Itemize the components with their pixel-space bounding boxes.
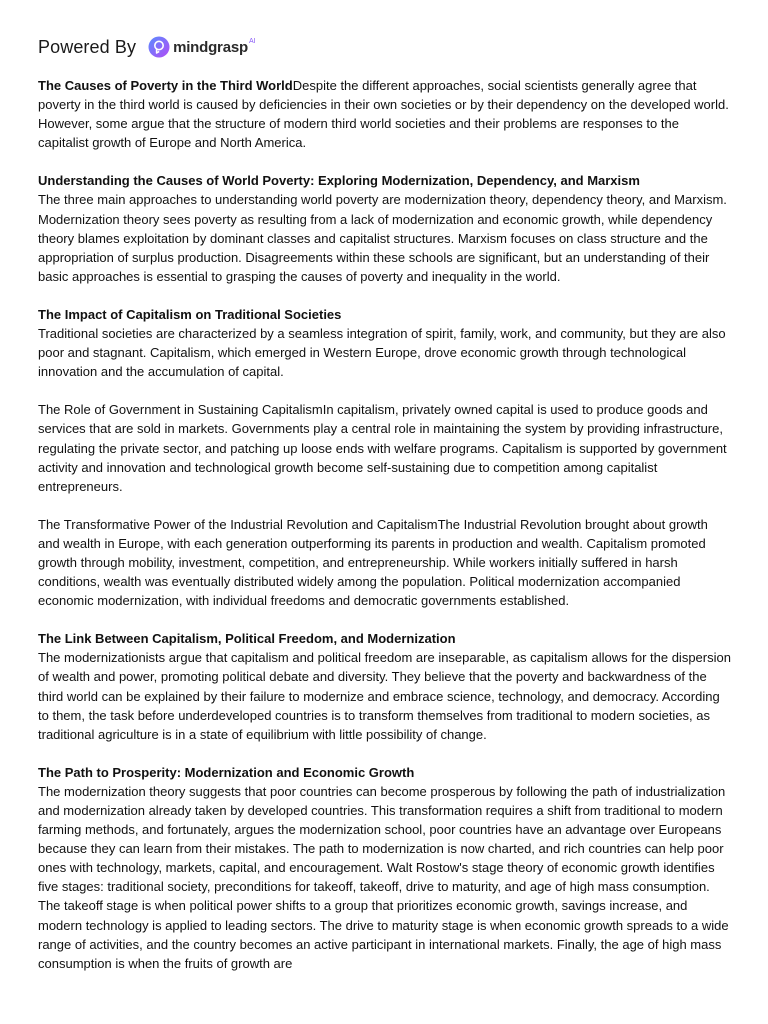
document-content [38,76,732,992]
section-title: The Causes of Poverty in the Third World [38,78,293,93]
header [38,33,256,61]
section-understanding-causes [38,171,732,286]
section-heading: The Path to Prosperity: Modernization and Economic Growth [38,764,415,780]
section-title: The Role of Government in Sustaining Capitalism [38,402,323,418]
section-path-to-prosperity [38,763,732,973]
section-body: The modernizationists argue that capitalism and political freedom are inseparable, as capitalism allows for the dispersion of wealth and power, promoting political debate and diversity. They believe that the poverty and backwardness of the third world can be explained by their failure to modernize and embrace science, technology, and democracy. According to them, the task before underdeveloped countries is to transform themselves from traditional to modern societies, as traditional agriculture is in a state of equilibrium with little possibility of change. [38,650,731,742]
mindgrasp-logo[interactable] [148,36,256,58]
section-body: In capitalism, privately owned capital is used to produce goods and services that are sold in markets. Governments play a central role in maintaining the system by providing infrastructure, regulating the private sector, and patching up loose ends with welfare programs. Capitalism is supported by government activity and innovation and technological growth become self-sustaining due to competition among capitalist entrepreneurs. [38,402,727,494]
section-industrial-revolution [38,515,732,610]
section-body: Traditional societies are characterized by a seamless integration of spirit, family, work, and community, but they are also poor and stagnant. Capitalism, which emerged in Western Europe, drove economic growth through technological innovation and the accumulation of capital. [38,326,726,380]
brand-name: mindgrasp [173,38,248,56]
section-impact-of-capitalism [38,305,732,381]
section-heading: The Link Between Capitalism, Political Freedom, and Modernization [38,631,456,647]
section-body: The three main approaches to understanding world poverty are modernization theory, dependency theory, and Marxism. Modernization theory sees poverty as resulting from a lack of modernization and economic growth, while dependency theory blames exploitation by dominant classes and capitalist structures. Marxism focuses on class structure and the appropriation of surplus production. Disagreements within these schools are significant, but an understanding of their basic approaches is essential to grasping the causes of poverty and inequality in the world. [38,192,727,284]
section-causes-of-poverty [38,76,732,152]
powered-by-label: Powered By [38,36,137,57]
section-body: The modernization theory suggests that poor countries can become prosperous by following the path of industrialization and modernization already taken by developed countries. This transformation requires a shift from traditional to modern farming methods, and fortunately, argues the modernization school, poor countries have an advantage over Europeans because they can learn from their mistakes. The path to modernization is now charted, and rich countries can help poor ones with technology, markets, capital, and encouragement. Walt Rostow's stage theory of economic growth identifies five stages: traditional society, preconditions for takeoff, takeoff, drive to maturity, and age of high mass consumption. The takeoff stage is when political power shifts to a group that prioritizes economic growth, savings increase, and modern technology is applied to leading sectors. The drive to maturity stage is when economic growth spreads to a wide range of activities, and the country becomes an active participant in international markets. Finally, the age of high mass consumption is when the fruits of growth are [38,783,729,971]
section-title: The Transformative Power of the Industrial Revolution and Capitalism [38,516,438,532]
brand-suffix: AI [248,37,256,45]
section-heading: Understanding the Causes of World Poverty: Exploring Modernization, Dependency, and Marxism [38,173,640,189]
section-body: Despite the different approaches, social scientists generally agree that poverty in the third world is caused by deficiencies in their own societies or by their dependency on the developed world. However, some argue that the structure of modern third world societies and their problems are responses to the capitalist growth of Europe and North America. [38,78,729,151]
section-role-of-government [38,400,732,495]
section-capitalism-freedom [38,629,732,744]
section-heading: The Impact of Capitalism on Traditional Societies [38,306,342,322]
section-body: The Industrial Revolution brought about growth and wealth in Europe, with each generation outperforming its parents in production and wealth. Capitalism promoted growth through mobility, investment, competition, and entrepreneurship. While workers initially suffered in harsh conditions, wealth was eventually distributed widely among the population. Political modernization accompanied economic modernization, with individual freedoms and democratic governments established. [38,516,708,609]
mindgrasp-logo-icon [148,36,170,58]
